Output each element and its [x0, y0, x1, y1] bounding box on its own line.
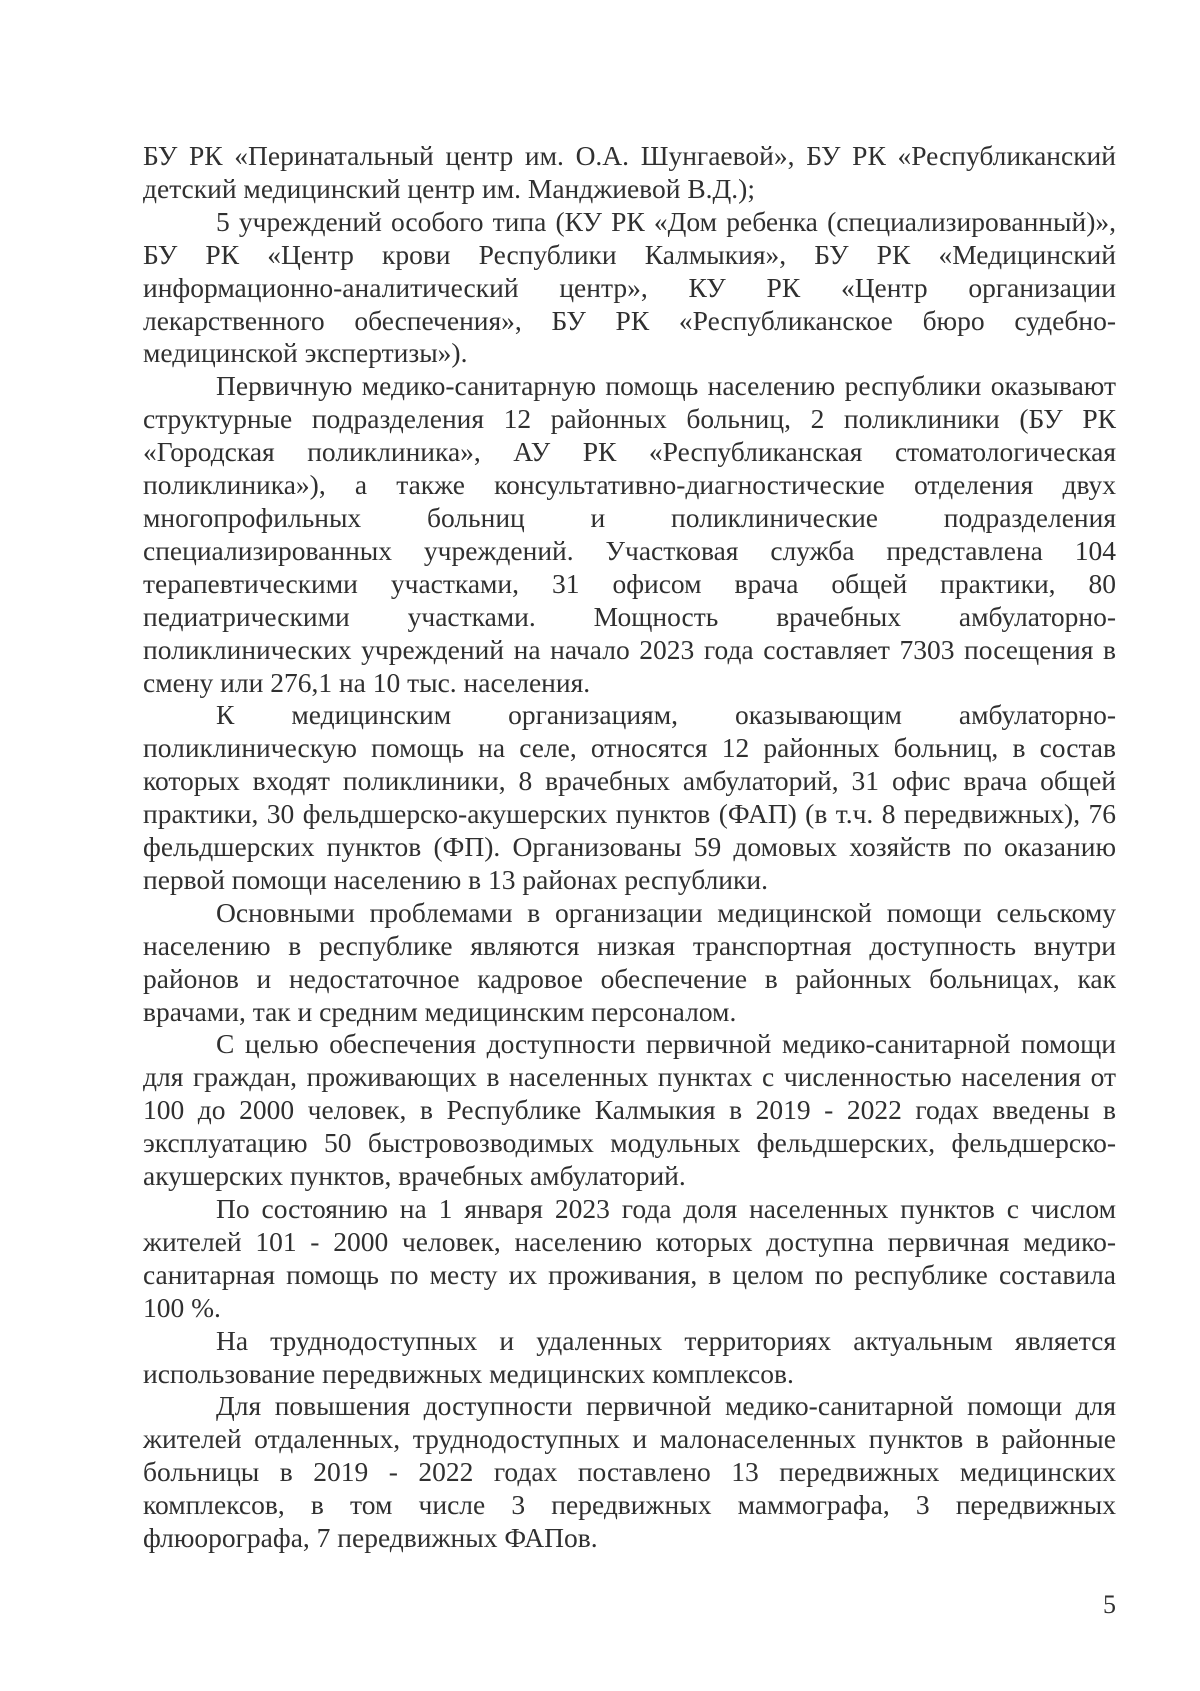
paragraph-rural-problems: Основными проблемами в организации медицинской помощи сельскому населению в республике являются низкая транспортная доступность внутри районов и недостаточное кадровое обеспечение в районных больницах, как врачами, так и средним медицинским персоналом.: [143, 896, 1116, 1027]
paragraph-institutions-continued: БУ РК «Перинатальный центр им. О.А. Шунгаевой», БУ РК «Республиканский детский медицинский центр им. Манджиевой В.Д.);: [143, 140, 1116, 204]
paragraph-special-institutions: 5 учреждений особого типа (КУ РК «Дом ребенка (специализированный)», БУ РК «Центр крови Республики Калмыкия», БУ РК «Медицинский информационно-аналитический центр», КУ РК «Центр организации лекарственного обеспечения», БУ РК «Республиканское бюро судебно-медицинской экспертизы»).: [143, 205, 1116, 369]
paragraph-primary-care: Первичную медико-санитарную помощь населению республики оказывают структурные подразделения 12 районных больниц, 2 поликлиники (БУ РК «Городская поликлиника», АУ РК «Республиканская стоматологическая поликлиника»), а также консультативно-диагностические отделения двух многопрофильных больниц и поликлинические подразделения специализированных учреждений. Участковая служба представлена 104 терапевтическими участками, 31 офисом врача общей практики, 80 педиатрическими участками. Мощность врачебных амбулаторно-поликлинических учреждений на начало 2023 года составляет 7303 посещения в смену или 276,1 на 10 тыс. населения.: [143, 370, 1116, 698]
paragraph-coverage-status: По состоянию на 1 января 2023 года доля населенных пунктов с числом жителей 101 - 2000 человек, населению которых доступна первичная медико-санитарная помощь по месту их проживания, в целом по республике составила 100 %.: [143, 1193, 1116, 1323]
paragraph-rural-organizations: К медицинским организациям, оказывающим амбулаторно-поликлиническую помощь на селе, относятся 12 районных больниц, в состав которых входят поликлиники, 8 врачебных амбулаторий, 31 офис врача общей практики, 30 фельдшерско-акушерских пунктов (ФАП) (в т.ч. 8 передвижных), 76 фельдшерских пунктов (ФП). Организованы 59 домовых хозяйств по оказанию первой помощи населению в 13 районах республики.: [143, 699, 1116, 895]
paragraph-modular-facilities: С целью обеспечения доступности первичной медико-санитарной помощи для граждан, проживающих в населенных пунктах с численностью населения от 100 до 2000 человек, в Республике Калмыкия в 2019 - 2022 годах введены в эксплуатацию 50 быстровозводимых модульных фельдшерских, фельдшерско-акушерских пунктов, врачебных амбулаторий.: [143, 1028, 1116, 1192]
page-number: 5: [1103, 1590, 1116, 1619]
document-body: [143, 140, 1116, 1555]
paragraph-remote-territories: На труднодоступных и удаленных территориях актуальным является использование передвижных медицинских комплексов.: [143, 1324, 1116, 1389]
paragraph-mobile-complexes: Для повышения доступности первичной медико-санитарной помощи для жителей отдаленных, труднодоступных и малонаселенных пунктов в районные больницы в 2019 - 2022 годах поставлено 13 передвижных медицинских комплексов, в том числе 3 передвижных маммографа, 3 передвижных флюорографа, 7 передвижных ФАПов.: [143, 1390, 1116, 1554]
